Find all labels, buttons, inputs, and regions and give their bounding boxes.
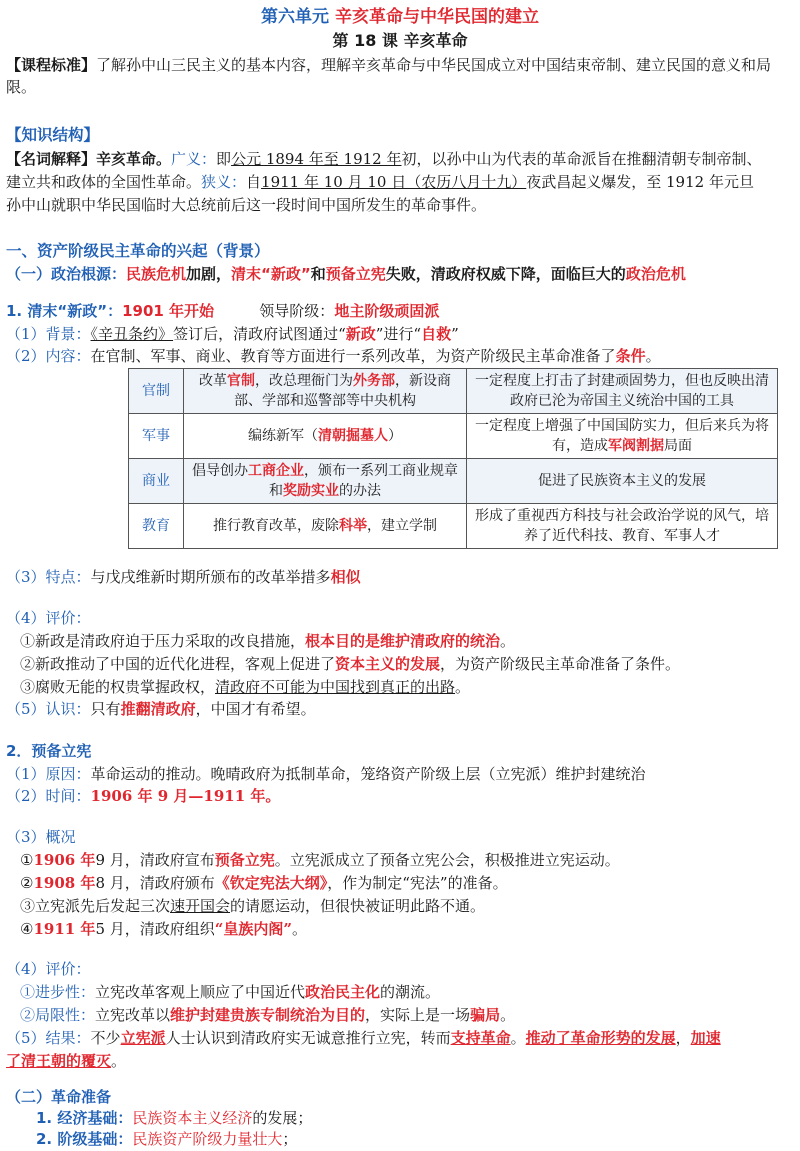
constitution-result: （5）结果：不少立宪派人士认识到清政府实无诚意推行立宪，转而支持革命。推动了革命形势的发展，加速 [6,1029,721,1047]
unit-name: 辛亥革命与中华民国的建立 [334,7,539,27]
text: ” [451,325,459,343]
effect-cell: 一定程度上打击了封建顽固势力，但也反映出清政府已沦为帝国主义统治中国的工具 [467,369,778,414]
overview-item-4: ④1911 年5 月，清政府组织“皇族内阁”。 [20,920,308,938]
content-label: （2）内容： [6,347,91,365]
class-basis: 2. 阶级基础：民族资产阶级力量壮大； [36,1130,298,1148]
table-row [129,459,778,504]
progressiveness: ①进步性：立宪改革客观上顺应了中国近代政治民主化的潮流。 [20,983,441,1001]
section-1-heading: 一、资产阶级民主革命的兴起（背景） [6,242,270,260]
key-term: 相似 [330,568,361,586]
knowledge-structure-tag: 【知识结构】 [6,126,100,144]
measure-cell: 改革官制，改总理衙门为外务部，新设商部、学部和巡警部等中央机构 [184,369,467,414]
broad-text: 建立共和政体的全国性革命。 [6,173,202,191]
text: 。 [645,347,661,365]
evaluation-label: （4）评价： [6,609,91,627]
course-standard [6,54,794,98]
broad-period: 公元 1894 年至 1912 年 [231,150,402,168]
lesson-title: 第 18 课 辛亥革命 [332,31,468,50]
broad-text: 即 [216,150,232,168]
key-term: 清末“新政” [231,265,311,283]
feature-label: （3）特点： [6,568,91,586]
glossary-line-3: 孙中山就职中华民国临时大总统前后这一段时间中国所发生的革命事件。 [6,196,487,214]
prep-heading: （二）革命准备 [6,1088,112,1106]
category-cell: 商业 [129,459,184,504]
text: 加剧， [186,265,232,283]
text: 在官制、军事、商业、教育等方面进行一系列改革，为资产阶级民主革命准备了 [90,347,616,365]
text: 与戊戌维新时期所颁布的改革举措多 [90,568,331,586]
feature [6,566,794,588]
text: 签订后，清政府试图通过“ [173,325,346,343]
category-cell: 教育 [129,504,184,549]
xinzheng-year: 1901 年开始 [122,302,215,320]
measure-cell: 推行教育改革，废除科举，建立学制 [184,504,467,549]
glossary-line-1 [6,148,794,170]
unit-prefix: 第六单元 [261,7,330,27]
glossary-term: 辛亥革命。 [96,150,172,168]
overview-item-3: ③立宪派先后发起三次速开国会的请愿运动，但很快被证明此路不通。 [20,897,486,915]
effect-cell: 一定程度上增强了中国国防实力，但后来兵为将有，造成军阀割据局面 [467,414,778,459]
understanding: （5）认识：只有推翻清政府，中国才有希望。 [6,700,316,718]
xinzheng-title [6,300,794,322]
table-row [129,369,778,414]
overview-item-2: ②1908 年8 月，清政府颁布《钦定宪法大纲》，作为制定“宪法”的准备。 [20,874,508,892]
glossary-tag: 【名词解释】 [6,150,97,168]
limitation: ②局限性：立宪改革以维护封建贵族专制统治为目的，实际上是一场骗局。 [20,1006,516,1024]
overview-label: （3）概况 [6,828,76,846]
broad-label: 广义： [171,150,217,168]
text: 和 [310,265,326,283]
constitution-result-cont: 了清王朝的覆灭。 [6,1052,127,1070]
narrow-text: 夜武昌起义爆发，至 1912 年元旦 [526,173,754,191]
economic-basis: 1. 经济基础：民族资本主义经济的发展； [36,1109,313,1127]
table-row [129,414,778,459]
constitution-title: 2．预备立宪 [6,742,92,760]
evaluation-item-1: ①新政是清政府迫于压力采取的改良措施，根本目的是维护清政府的统治。 [20,632,516,650]
narrow-label: 狭义： [201,173,247,191]
narrow-text: 自 [246,173,262,191]
key-term: 预备立宪 [325,265,386,283]
unit-title [0,6,800,28]
measure-cell: 编练新军（清朝掘墓人） [184,414,467,459]
category-cell: 军事 [129,414,184,459]
constitution-cause: （1）原因：革命运动的推动。晚晴政府为抵制革命，笼络资产阶级上层（立宪派）维护封建统治 [6,765,646,783]
effect-cell: 促进了民族资本主义的发展 [467,459,778,504]
narrow-date: 1911 年 10 月 10 日（农历八月十九） [261,173,527,191]
key-term: 民族危机 [126,265,187,283]
evaluation-item-2: ②新政推动了中国的近代化进程，客观上促进了资本主义的发展，为资产阶级民主革命准备了条件。 [20,655,681,673]
key-term: 新政 [345,325,376,343]
xinzheng-label: 1. 清末“新政”： [6,302,123,320]
glossary-line-2 [6,171,794,193]
constitution-eval-label: （4）评价： [6,960,91,978]
standard-tag: 【课程标准】 [6,56,97,74]
broad-text: 初，以孙中山为代表的革命派旨在推翻清朝专制帝制、 [401,150,762,168]
leader-class: 地主阶级顽固派 [334,302,440,320]
key-term: 政治危机 [625,265,686,283]
leader-label: 领导阶级： [259,302,335,320]
overview-item-1: ①1906 年9 月，清政府宣布预备立宪。立宪派成立了预备立宪公会，积极推进立宪运动。 [20,851,620,869]
constitution-time: （2）时间：1906 年 9 月—1911 年。 [6,787,281,805]
text: 失败，清政府权威下降，面临巨大的 [385,265,626,283]
bg-label: （1）背景： [6,325,91,343]
treaty-name: 《辛丑条约》 [90,325,174,343]
sub-label: （一）政治根源： [6,265,127,283]
measure-cell: 倡导创办工商企业，颁布一系列工商业规章和奖励实业的办法 [184,459,467,504]
standard-text: 了解孙中山三民主义的基本内容，理解辛亥革命与中华民国成立对中国结束帝制、建立民国的意义和局限。 [6,56,772,96]
table-row [129,504,778,549]
effect-cell: 形成了重视西方科技与社会政治学说的风气，培养了近代科技、教育、军事人才 [467,504,778,549]
category-cell: 官制 [129,369,184,414]
key-term: 条件 [615,347,646,365]
xinzheng-background [6,323,794,345]
reform-table [128,368,778,549]
xinzheng-content [6,345,794,367]
text: ”进行“ [375,325,422,343]
political-root [6,263,794,285]
evaluation-item-3: ③腐败无能的权贵掌握政权，清政府不可能为中国找到真正的出路。 [20,678,471,696]
key-term: 自救 [421,325,452,343]
